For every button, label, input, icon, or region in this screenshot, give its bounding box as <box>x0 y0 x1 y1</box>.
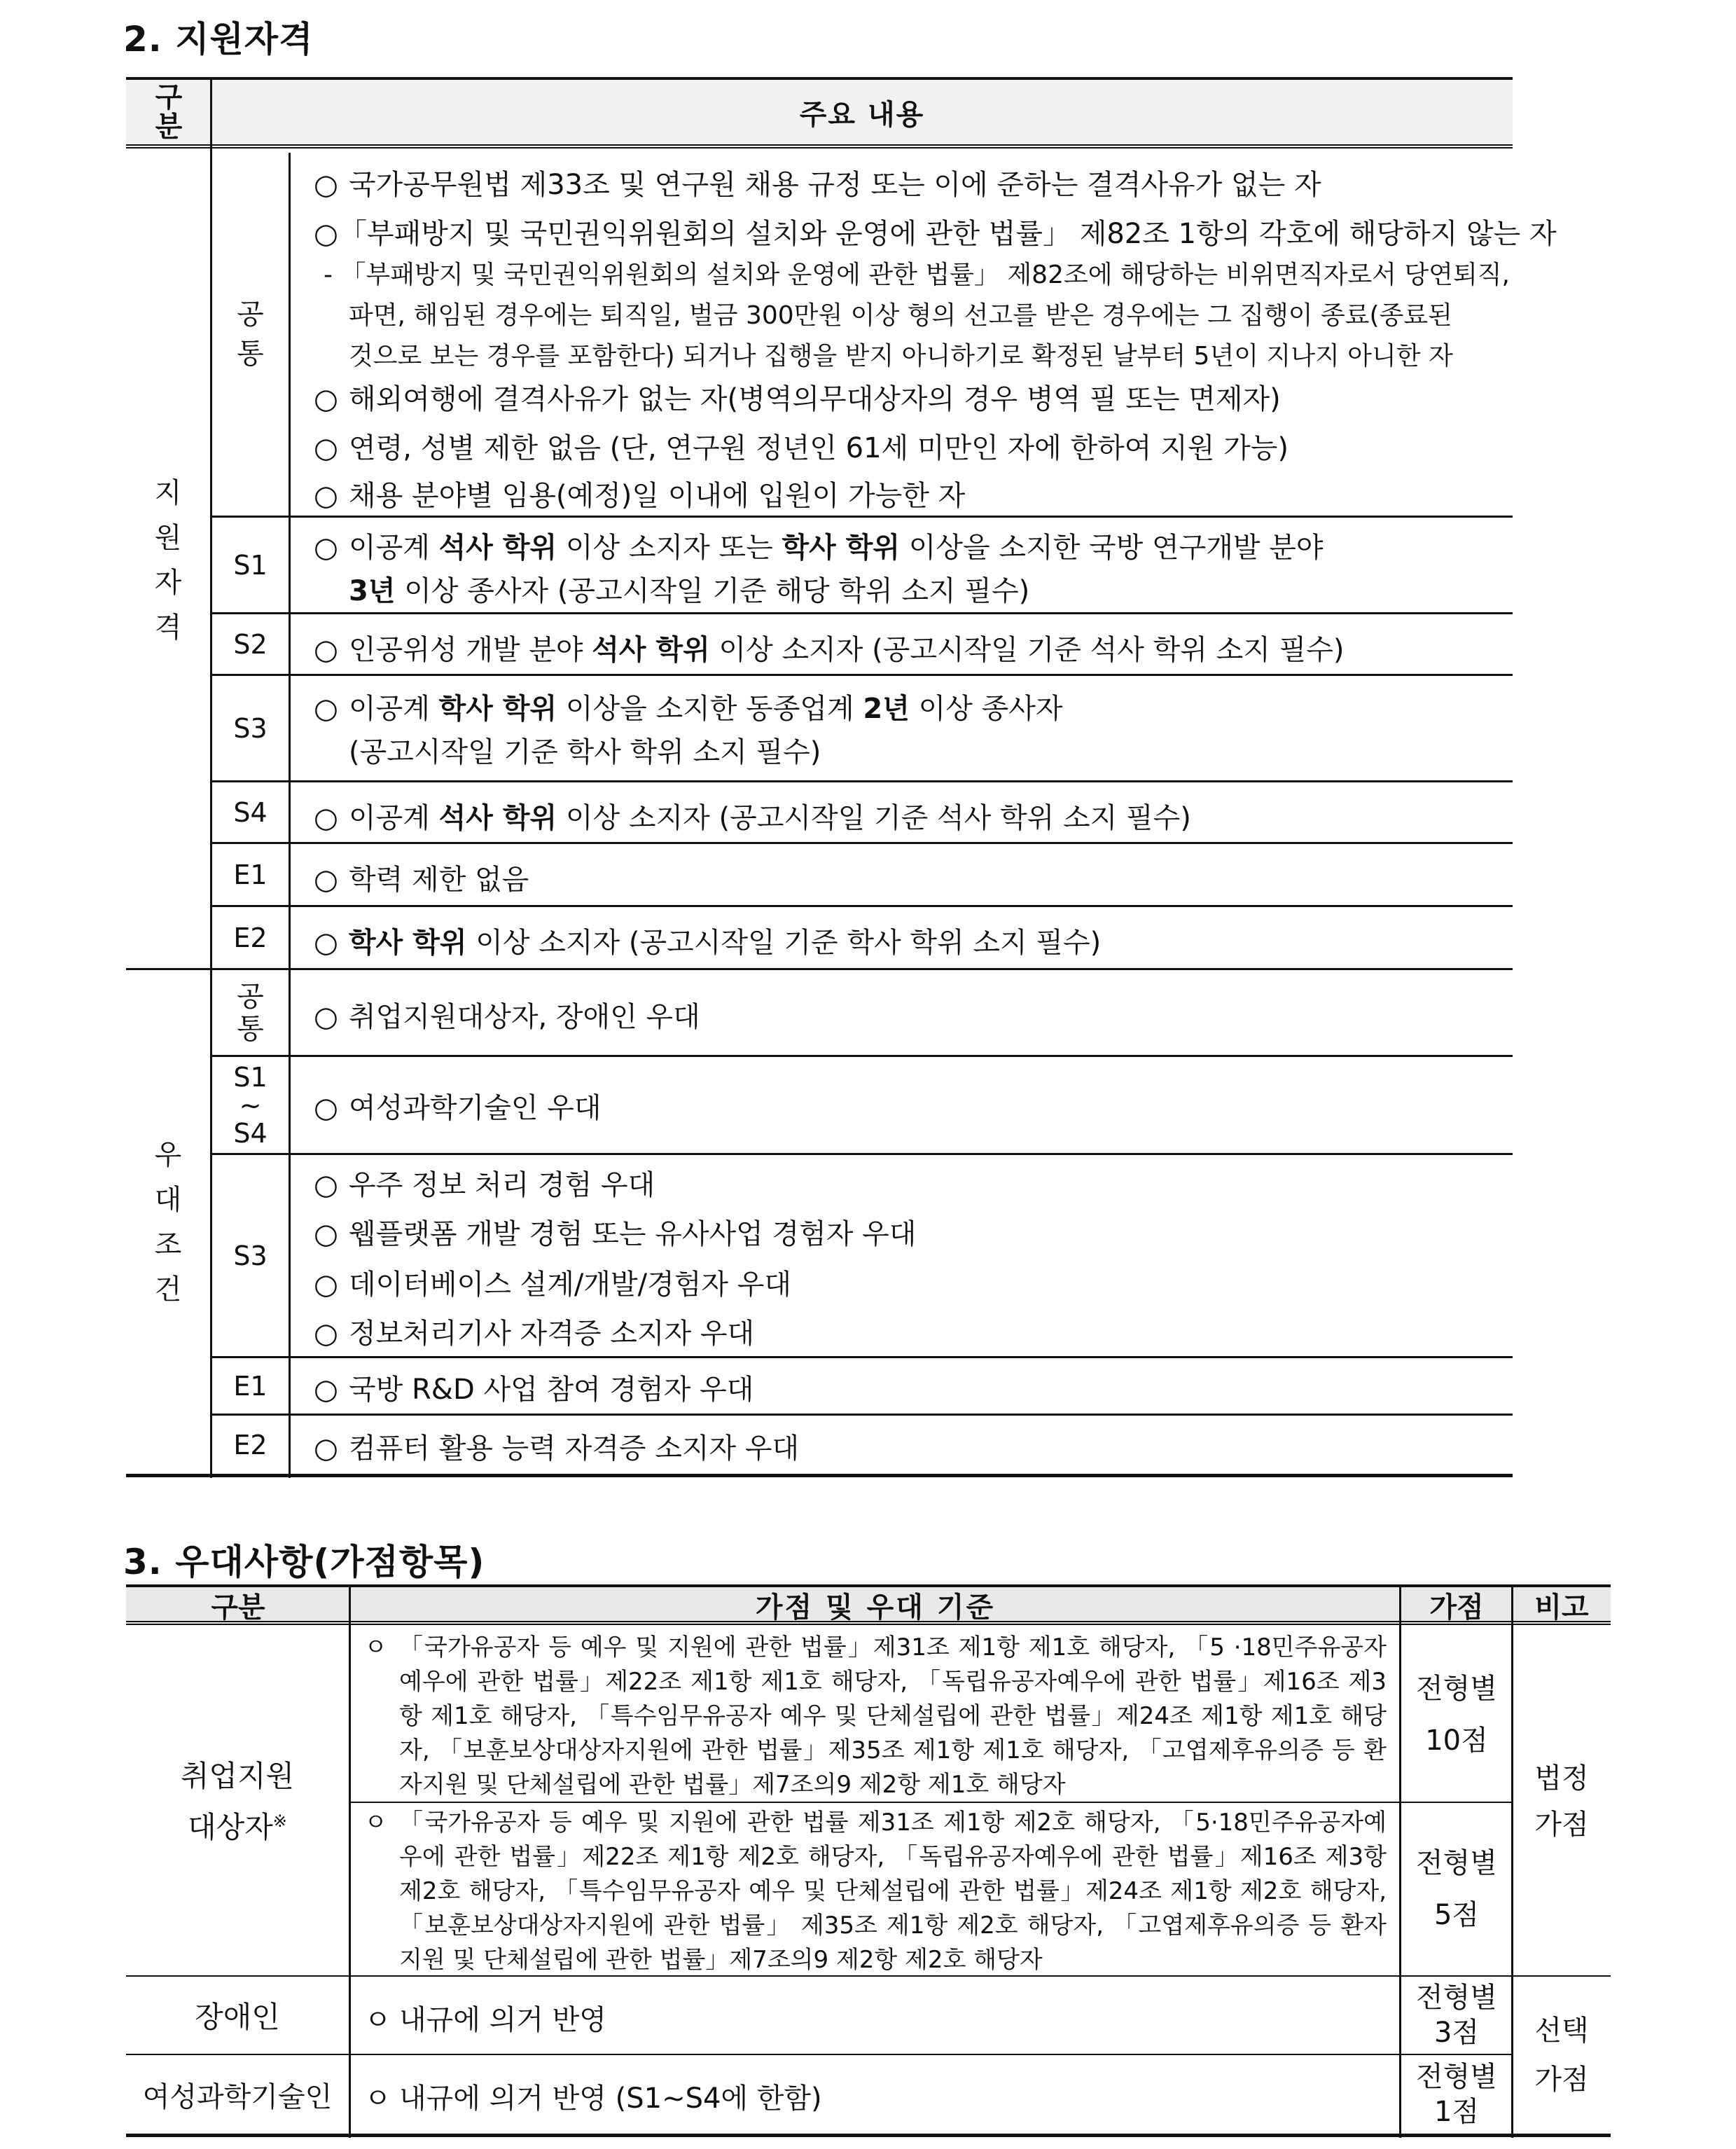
item-text: 채용 분야별 임용(예정)일 이내에 입원이 가능한 자 <box>349 480 966 512</box>
bullet-icon: ㅇ <box>364 2082 391 2115</box>
women-scientist-text <box>364 2076 822 2116</box>
bullet-icon: ○ <box>314 1269 338 1301</box>
pref-s3-line <box>314 1163 655 1203</box>
text: 우주 정보 처리 경험 우대 <box>349 1169 655 1201</box>
text: 이상 소지자 또는 <box>557 532 782 564</box>
bullet-icon: ○ <box>314 383 338 415</box>
common-item <box>314 377 1281 417</box>
text: 인공위성 개발 분야 <box>349 634 592 666</box>
score-text: 1점 <box>1433 2096 1480 2128</box>
group-char: 대 <box>154 1184 182 1216</box>
row-divider <box>210 1414 1513 1416</box>
law-text: 「국가유공자 등 예우 및 지원에 관한 법률 제31조 제1항 제2호 해당자, 「5·18민주유공자예우에 관한 법률」제22조 제1항 제2호 해당자, 「독립유공자예우에 관한 법률」제16조 제3항 제2호 해당자, 「특수임무유공자 예우 및 단체설립에 관한 법률」제24조 제1항 제2호 해당자, 「보훈보상대상자지원에 관한 법률」 제35조 제1항 제2호 해당자, 「고엽제후유의증 등 환자지원 및 단체설립에 관한 법률」제7조의9 제2항 제2호 해당자 <box>399 1809 1387 1974</box>
header-category-char: 구 <box>155 81 183 113</box>
bullet-icon: ○ <box>314 1374 338 1406</box>
item-text: 연령, 성별 제한 없음 (단, 연구원 정년인 61세 미만인 자에 한하여 지원 가능) <box>349 432 1289 464</box>
label-women-scientist: 여성과학기술인 <box>142 2080 333 2113</box>
score-text: 5점 <box>1433 1899 1480 1931</box>
section2-title: 2. 지원자격 <box>123 19 314 60</box>
label-common <box>212 153 289 516</box>
bullet-icon: ○ <box>314 1218 338 1250</box>
row-divider <box>210 905 1513 907</box>
pref-s1s4-line <box>314 1086 601 1126</box>
pref-s3-line <box>314 1212 916 1252</box>
s1-line2 <box>349 569 1029 609</box>
group-char: 격 <box>154 611 182 644</box>
label-disabled: 장애인 <box>195 2000 280 2034</box>
bullet-icon: ○ <box>314 169 338 201</box>
label-char: 공 <box>237 298 264 331</box>
score-text: 전형별 <box>1416 1982 1497 2014</box>
group-char: 원 <box>154 522 182 554</box>
text: 취업지원대상자, 장애인 우대 <box>349 1001 700 1033</box>
label-char: 통 <box>237 1012 264 1045</box>
bullet-icon: ○ <box>314 802 338 834</box>
bold-text: 석사 학위 <box>438 802 557 834</box>
section3-title: 3. 우대사항(가점항목) <box>123 1542 485 1582</box>
label-e2: E2 <box>233 922 268 953</box>
pref-e2-line <box>314 1426 799 1466</box>
bold-text: 학사 학위 <box>349 927 467 959</box>
law-text: 「국가유공자 등 예우 및 지원에 관한 법률」제31조 제1항 제1호 해당자, 「5 ·18민주유공자예우에 관한 법률」제22조 제1항 제1호 해당자, 「독립유공자예우에 관한 법률」제16조 제3항 제1호 해당자, 「특수임무유공자 예우 및 단체설립에 관한 법률」제24조 제1항 제1호 해당자, 「보훈보상대상자지원에 관한 법률」제35조 제1항 제1호 해당자, 「고엽제후유의증 등 환자지원 및 단체설립에 관한 법률」제7조의9 제2항 제1호 해당자 <box>399 1633 1387 1799</box>
group-label-preference <box>126 970 210 1474</box>
text: 이상 소지자 (공고시작일 기준 석사 학위 소지 필수) <box>557 802 1191 834</box>
text: 이공계 <box>349 693 439 725</box>
label-s4: S4 <box>233 796 268 828</box>
s2-line <box>314 628 1345 668</box>
item-text: 해외여행에 결격사유가 없는 자(병역의무대상자의 경우 병역 필 또는 면제자) <box>349 383 1281 415</box>
bullet-icon: ○ <box>314 480 338 512</box>
s3-line1 <box>314 686 1063 726</box>
bold-text: 석사 학위 <box>438 532 557 564</box>
common-item <box>314 474 965 513</box>
common-sub-line: - 「부패방지 및 국민권익위원회의 설치와 운영에 관한 법률」 제82조에 해당하는 비위면직자로서 당연퇴직, <box>324 261 1510 289</box>
note-statutory <box>1513 1628 1611 1975</box>
group-divider <box>126 968 1513 970</box>
item-text: 국가공무원법 제33조 및 연구원 채용 규정 또는 이에 준하는 결격사유가 없는 자 <box>349 169 1321 201</box>
text: 여성과학기술인 우대 <box>349 1092 602 1124</box>
row-divider <box>210 780 1513 782</box>
label-char: S4 <box>233 1117 268 1149</box>
note-text: 가점 <box>1534 2064 1589 2096</box>
label-pref-s3: S3 <box>233 1240 268 1271</box>
law-text-2 <box>364 1806 1387 1977</box>
note-optional <box>1513 1977 1611 2134</box>
label-s1: S1 <box>233 549 268 581</box>
col-divider <box>289 153 291 1478</box>
pref-s3-line <box>314 1262 791 1302</box>
row-divider <box>210 842 1513 844</box>
note-text: 법정 <box>1534 1762 1589 1795</box>
bullet-icon: ○ <box>314 1092 338 1124</box>
s1-line1 <box>314 525 1324 565</box>
common-sub-line: 것으로 보는 경우를 포함한다) 되거나 집행을 받지 아니하기로 확정된 날부터 5년이 지나지 아니한 자 <box>349 342 1453 371</box>
header-criteria: 가점 및 우대 기준 <box>755 1591 996 1624</box>
label-char: 통 <box>237 338 264 370</box>
bullet-icon: ○ <box>314 532 338 564</box>
bullet-icon: ○ <box>314 218 338 250</box>
item-text: 「부패방지 및 국민권익위원회의 설치와 운영에 관한 법률」 제82조 1항의 각호에 해당하지 않는 자 <box>339 218 1557 250</box>
label-employment-support <box>126 1628 349 1975</box>
score-text: 3점 <box>1433 2017 1480 2049</box>
footnote-mark: ※ <box>272 1811 287 1831</box>
preference-table <box>126 1584 1611 2138</box>
text: 이상 소지자 (공고시작일 기준 석사 학위 소지 필수) <box>709 634 1345 666</box>
header-category: 구분 <box>211 1591 265 1624</box>
text: 내규에 의거 반영 <box>399 2004 606 2036</box>
label-pref-e2: E2 <box>233 1429 268 1460</box>
eligibility-table <box>126 77 1557 1478</box>
bold-text: 학사 학위 <box>438 693 557 725</box>
group-char: 건 <box>154 1273 182 1306</box>
common-item <box>314 426 1289 466</box>
text: 학력 제한 없음 <box>349 864 529 896</box>
bullet-icon: ○ <box>314 864 338 896</box>
table-bottom-border <box>126 2134 1611 2137</box>
score-text: 전형별 <box>1416 2061 1497 2093</box>
text: 내규에 의거 반영 (S1~S4에 한함) <box>399 2082 822 2115</box>
common-item <box>314 212 1557 251</box>
text: 국방 R&D 사업 참여 경험자 우대 <box>349 1374 754 1406</box>
bold-text: 2년 <box>863 693 910 725</box>
text: 이공계 <box>349 802 439 834</box>
header-category-char: 분 <box>155 111 183 143</box>
text: 이상 종사자 (공고시작일 기준 해당 학위 소지 필수) <box>395 575 1030 607</box>
pref-e1-line <box>314 1367 754 1407</box>
bullet-icon: ○ <box>314 1318 338 1350</box>
common-item <box>314 163 1321 202</box>
text: 웹플랫폼 개발 경험 또는 유사사업 경험자 우대 <box>349 1218 917 1250</box>
label-text: 대상자 <box>188 1809 273 1844</box>
group-char: 자 <box>154 567 182 599</box>
label-pref-s1s4 <box>212 1057 289 1153</box>
score-text: 전형별 <box>1416 1673 1497 1705</box>
label-text: 취업지원 <box>180 1758 295 1793</box>
bullet-icon: ㅇ <box>364 1633 387 1661</box>
header-score: 가점 <box>1429 1591 1484 1624</box>
score-3 <box>1401 1977 1513 2054</box>
group-char: 지 <box>154 477 182 509</box>
bullet-icon: ○ <box>314 1001 338 1033</box>
text: 데이터베이스 설계/개발/경험자 우대 <box>349 1269 791 1301</box>
label-char: S1 <box>233 1061 268 1093</box>
pref-common-line <box>314 995 700 1035</box>
s4-line <box>314 796 1191 836</box>
s3-line2: (공고시작일 기준 학사 학위 소지 필수) <box>349 736 821 768</box>
row-divider <box>210 612 1513 614</box>
label-pref-e1: E1 <box>233 1370 268 1402</box>
bullet-icon: ○ <box>314 432 338 464</box>
header-note: 비고 <box>1534 1591 1589 1624</box>
label-char: ~ <box>239 1089 262 1121</box>
row-divider <box>210 1153 1513 1155</box>
score-text: 전형별 <box>1416 1847 1497 1879</box>
label-char: 공 <box>237 980 264 1013</box>
common-sub-line: 파면, 해임된 경우에는 퇴직일, 벌금 300만원 이상 형의 선고를 받은 경우에는 그 집행이 종료(종료된 <box>349 301 1452 330</box>
text: 컴퓨터 활용 능력 자격증 소지자 우대 <box>349 1432 800 1465</box>
text: 이상 종사자 <box>909 693 1063 725</box>
score-text: 10점 <box>1425 1725 1488 1757</box>
row-divider <box>210 1055 1513 1057</box>
bullet-icon: ○ <box>314 634 338 666</box>
law-text-1 <box>364 1631 1387 1802</box>
note-text: 가점 <box>1534 1809 1589 1841</box>
label-s3: S3 <box>233 712 268 744</box>
label-e1: E1 <box>233 859 268 890</box>
disabled-text <box>364 1998 606 2038</box>
e1-line <box>314 857 529 897</box>
bullet-icon: ○ <box>314 927 338 959</box>
bullet-icon: ○ <box>314 1432 338 1465</box>
score-5 <box>1401 1803 1513 1975</box>
score-10 <box>1401 1628 1513 1802</box>
header-category <box>126 80 211 144</box>
group-label-eligibility <box>126 153 210 968</box>
bold-text: 학사 학위 <box>782 532 900 564</box>
group-char: 우 <box>154 1139 182 1171</box>
row-divider <box>210 674 1513 676</box>
text: 이공계 <box>349 532 439 564</box>
bullet-icon: ㅇ <box>364 2004 391 2036</box>
text: 이상을 소지한 국방 연구개발 분야 <box>899 532 1324 564</box>
group-char: 조 <box>154 1229 182 1261</box>
row-divider <box>210 516 1513 518</box>
e2-line <box>314 920 1101 960</box>
label-pref-common <box>212 970 289 1055</box>
label-s2: S2 <box>233 628 268 660</box>
row-divider <box>210 1356 1513 1358</box>
bullet-icon: ㅇ <box>364 1809 387 1837</box>
bullet-icon: ○ <box>314 1169 338 1201</box>
text: 정보처리기사 자격증 소지자 우대 <box>349 1318 755 1350</box>
score-1 <box>1401 2055 1513 2134</box>
table-bottom-border <box>126 1474 1513 1477</box>
note-text: 선택 <box>1534 2015 1589 2047</box>
bold-text: 3년 <box>349 575 396 607</box>
text: 이상을 소지한 동종업계 <box>557 693 863 725</box>
text: 이상 소지자 (공고시작일 기준 학사 학위 소지 필수) <box>466 927 1102 959</box>
bold-text: 석사 학위 <box>592 634 710 666</box>
pref-s3-line <box>314 1311 754 1351</box>
header-main-content: 주요 내용 <box>799 98 925 131</box>
bullet-icon: ○ <box>314 693 338 725</box>
